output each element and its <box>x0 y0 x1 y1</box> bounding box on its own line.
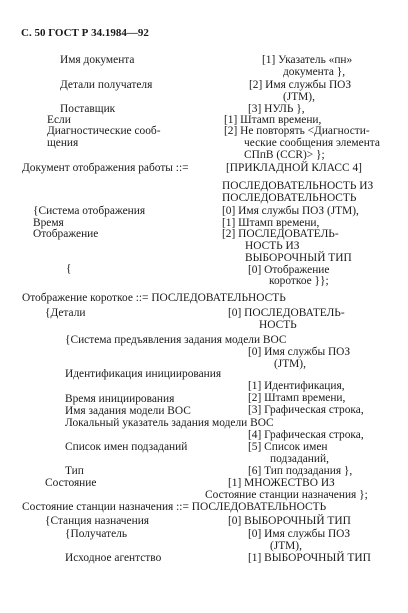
doc-line: короткое }}; <box>269 275 329 287</box>
doc-line: [2] ПОСЛЕДОВАТЕЛЬ- <box>222 228 339 240</box>
doc-line: (JTM), <box>270 540 302 552</box>
doc-line: НОСТЬ ИЗ <box>245 240 300 252</box>
doc-line: щения <box>47 137 79 149</box>
doc-line: [0] ВЫБОРОЧНЫЙ ТИП <box>228 515 351 527</box>
doc-line: [1] МНОЖЕСТВО ИЗ <box>228 477 335 489</box>
doc-line: {Станция назначения <box>45 515 150 527</box>
doc-line: Детали получателя <box>60 79 153 91</box>
doc-line: [3] Графическая строка, <box>248 404 364 416</box>
doc-line: [3] НУЛЬ }, <box>248 103 305 115</box>
doc-line: Состояние станции назначения ::= ПОСЛЕДОВАТЕЛЬНОСТЬ <box>22 501 327 513</box>
doc-line: Тип <box>65 465 84 477</box>
doc-line: ПОСЛЕДОВАТЕЛЬНОСТЬ ИЗ <box>222 180 374 192</box>
doc-line: [4] Графическая строка, <box>248 429 364 441</box>
doc-line: [ПРИКЛАДНОЙ КЛАСС 4] <box>226 162 362 174</box>
doc-line: Исходное агентство <box>65 552 162 564</box>
doc-line: Список имен подзаданий <box>65 441 188 453</box>
doc-line: СПпВ (CCR)> }; <box>244 149 325 161</box>
doc-line: ческие сообщения элемента <box>244 137 380 149</box>
doc-line: [5] Список имен <box>248 441 328 453</box>
doc-line: {Система предъявления задания модели ВОС <box>65 334 287 346</box>
doc-line: Локальный указатель задания модели ВОС <box>65 417 274 429</box>
doc-line: Поставщик <box>60 103 116 115</box>
doc-line: [1] Штамп времени, <box>224 114 322 126</box>
doc-line: {Система отображения <box>33 205 146 217</box>
doc-line: [2] Не повторять <Диагности- <box>224 125 370 137</box>
doc-line: Если <box>47 114 71 126</box>
doc-line: [2] Имя службы ПОЗ <box>249 79 352 91</box>
doc-line: [1] Идентификация, <box>248 380 345 392</box>
doc-line: { <box>66 263 72 275</box>
doc-line: [0] Имя службы ПОЗ <box>248 528 351 540</box>
doc-line: {Получатель <box>65 528 128 540</box>
doc-line: Имя задания модели ВОС <box>65 405 191 417</box>
doc-line: ПОСЛЕДОВАТЕЛЬНОСТЬ <box>222 192 357 204</box>
doc-line: Состояние <box>45 477 97 489</box>
doc-line: [0] Имя службы ПОЗ <box>248 346 351 358</box>
doc-line: Время инициирования <box>65 393 175 405</box>
doc-line: [1] ВЫБОРОЧНЫЙ ТИП <box>248 552 371 564</box>
doc-line: Диагностические сооб- <box>47 125 161 137</box>
doc-line: [2] Штамп времени, <box>248 392 346 404</box>
doc-line: [0] Имя службы ПОЗ (JTM), <box>222 205 359 217</box>
doc-line: подзаданий, <box>270 453 329 465</box>
doc-line: [0] Отображение <box>248 264 330 276</box>
doc-line: {Детали <box>45 307 86 319</box>
page-header: С. 50 ГОСТ Р 34.1984—92 <box>21 27 149 39</box>
doc-line: [6] Тип подзадания }, <box>248 465 353 477</box>
doc-line: Состояние станции назначения }; <box>205 489 368 501</box>
doc-line: [1] Указатель «пн» <box>262 54 353 66</box>
doc-line: Документ отображения работы ::= <box>22 162 189 174</box>
doc-line: Имя документа <box>60 54 135 66</box>
doc-line: [0] ПОСЛЕДОВАТЕЛЬ- <box>228 307 345 319</box>
doc-line: Идентификация инициирования <box>65 368 222 380</box>
doc-line: Отображение <box>33 228 99 240</box>
doc-line: [1] Штамп времени, <box>222 217 320 229</box>
doc-line: документа }, <box>283 66 346 78</box>
doc-line: ВЫБОРОЧНЫЙ ТИП <box>245 252 352 264</box>
doc-line: (JTM), <box>274 358 306 370</box>
doc-line: Время <box>33 217 64 229</box>
doc-line: Отображение короткое ::= ПОСЛЕДОВАТЕЛЬНОСТЬ <box>22 292 286 304</box>
doc-line: (JTM), <box>283 91 315 103</box>
doc-line: НОСТЬ <box>259 319 297 331</box>
